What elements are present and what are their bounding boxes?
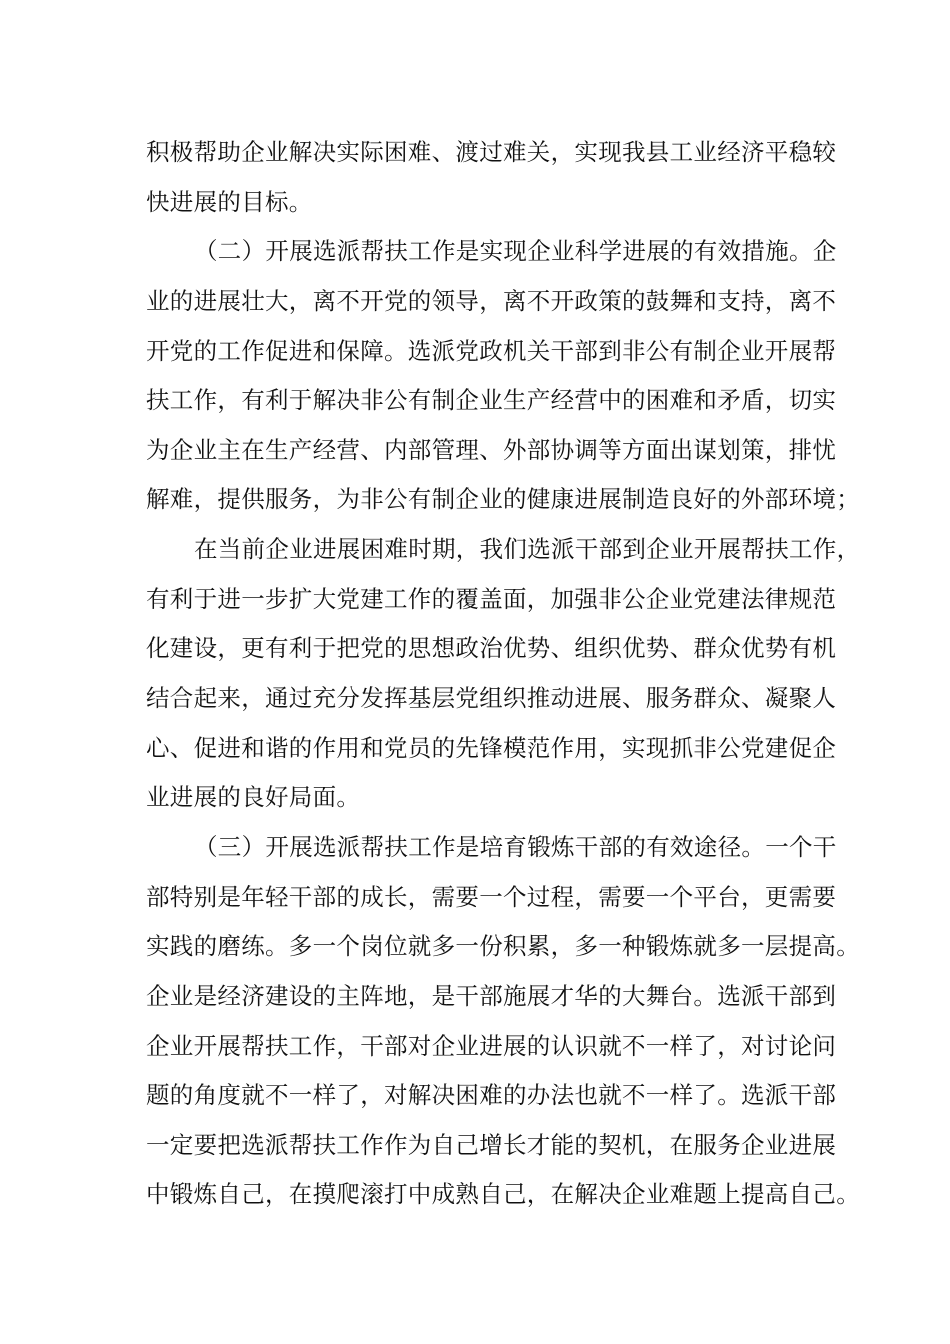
text-line: 为企业主在生产经营、内部管理、外部协调等方面出谋划策，排忧 xyxy=(146,435,837,464)
text-line: 有利于进一步扩大党建工作的覆盖面，加强非公企业党建法律规范 xyxy=(146,584,837,613)
text-line: 企业是经济建设的主阵地，是干部施展才华的大舞台。选派干部到 xyxy=(146,981,837,1010)
text-line: 在当前企业进展困难时期，我们选派干部到企业开展帮扶工作， xyxy=(194,535,861,564)
text-line: 中锻炼自己，在摸爬滚打中成熟自己，在解决企业难题上提高自己。 xyxy=(146,1180,860,1209)
text-line: 结合起来，通过充分发挥基层党组织推动进展、服务群众、凝聚人 xyxy=(146,684,837,713)
text-line: 积极帮助企业解决实际困难、渡过难关，实现我县工业经济平稳较 xyxy=(146,138,837,166)
text-line: 实践的磨练。多一个岗位就多一份积累，多一种锻炼就多一层提高。 xyxy=(146,932,860,961)
text-line: 解难，提供服务，为非公有制企业的健康进展制造良好的外部环境； xyxy=(146,485,860,514)
text-line: 题的角度就不一样了，对解决困难的办法也就不一样了。选派干部 xyxy=(146,1081,837,1110)
text-line: （二）开展选派帮扶工作是实现企业科学进展的有效措施。企 xyxy=(194,237,837,266)
text-line: 业的进展壮大，离不开党的领导，离不开政策的鼓舞和支持，离不 xyxy=(146,286,837,315)
text-line: 快进展的目标。 xyxy=(146,187,313,216)
text-line: 业进展的良好局面。 xyxy=(146,783,361,812)
text-line: 化建设，更有利于把党的思想政治优势、组织优势、群众优势有机 xyxy=(146,634,837,663)
text-line: 开党的工作促进和保障。选派党政机关干部到非公有制企业开展帮 xyxy=(146,336,837,365)
body-text xyxy=(146,128,861,1220)
text-line: 一定要把选派帮扶工作作为自己增长才能的契机，在服务企业进展 xyxy=(146,1130,837,1159)
text-line: 扶工作，有利于解决非公有制企业生产经营中的困难和矛盾，切实 xyxy=(146,386,837,415)
text-line: 部特别是年轻干部的成长，需要一个过程，需要一个平台，更需要 xyxy=(146,882,837,911)
text-line: 心、促进和谐的作用和党员的先锋模范作用，实现抓非公党建促企 xyxy=(146,733,837,762)
text-line: 企业开展帮扶工作，干部对企业进展的认识就不一样了，对讨论问 xyxy=(146,1031,837,1060)
text-line: （三）开展选派帮扶工作是培育锻炼干部的有效途径。一个干 xyxy=(194,832,837,861)
